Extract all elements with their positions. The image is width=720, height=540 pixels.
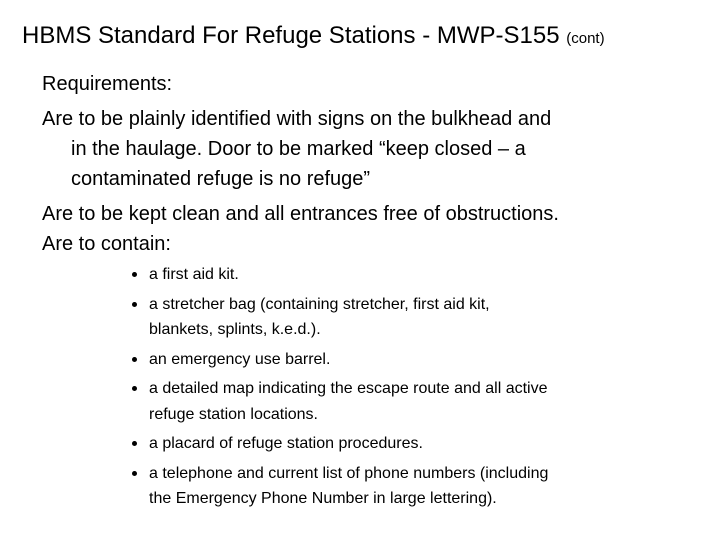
bullet-item (132, 347, 692, 373)
bullet-item (132, 376, 692, 427)
bullet-line: the Emergency Phone Number in large lettering). (149, 490, 497, 507)
bullet-line: a placard of refuge station procedures. (149, 435, 423, 452)
contents-bullet-list (132, 262, 692, 516)
bullet-line: a first aid kit. (149, 266, 239, 283)
paragraph-line: Are to be plainly identified with signs on the bulkhead and (42, 108, 552, 130)
bullet-line: blankets, splints, k.e.d.). (149, 321, 321, 338)
bullet-line: refuge station locations. (149, 405, 318, 423)
bullet-item (132, 431, 692, 457)
bullet-item (132, 461, 692, 512)
requirement-paragraph (42, 104, 682, 194)
paragraph-line: Are to be kept clean and all entrances free of obstructions. (42, 203, 559, 225)
paragraph-line: contaminated refuge is no refuge” (71, 168, 371, 190)
slide-title-suffix: (cont) (566, 30, 605, 47)
bullet-line: an emergency use barrel. (149, 350, 331, 368)
bullet-dot-icon (132, 386, 137, 391)
bullet-dot-icon (132, 471, 137, 476)
requirements-heading: Requirements: (42, 73, 173, 95)
bullet-dot-icon (132, 272, 137, 277)
requirement-paragraph (42, 199, 682, 229)
bullet-item (132, 262, 692, 288)
slide-title (22, 20, 712, 55)
bullet-line: a stretcher bag (containing stretcher, first aid kit, (149, 295, 490, 313)
bullet-line: a detailed map indicating the escape route and all active (149, 380, 548, 397)
bullet-dot-icon (132, 441, 137, 446)
requirement-paragraph (42, 229, 682, 259)
bullet-item (132, 292, 692, 343)
bullet-dot-icon (132, 357, 137, 362)
paragraph-line: Are to contain: (42, 233, 171, 255)
slide-title-text: HBMS Standard For Refuge Stations - MWP-S155 (22, 22, 560, 49)
bullet-dot-icon (132, 302, 137, 307)
paragraph-line: in the haulage. Door to be marked “keep closed – a (71, 138, 526, 160)
bullet-line: a telephone and current list of phone numbers (including (149, 464, 549, 482)
